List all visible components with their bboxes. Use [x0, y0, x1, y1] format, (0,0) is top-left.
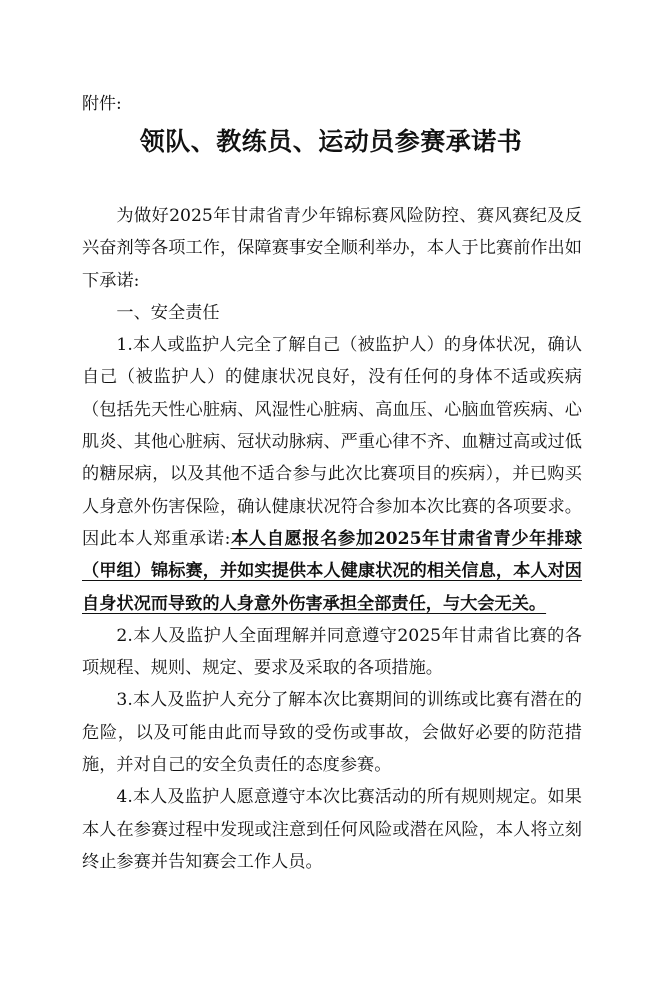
item-1-text: 1.本人或监护人完全了解自己（被监护人）的身体状况，确认自己（被监护人）的健康状况良好，没有任何的身体不适或疾病（包括先天性心脏病、风湿性心脏病、高血压、心脑血管疾病、心肌炎、其他心脏病、冠状动脉病、严重心律不齐、血糖过高或过低的糖尿病，以及其他不适合参与此次比赛项目的疾病），并已购买人身意外伤害保险，确认健康状况符合参加本次比赛的各项要求。因此本人郑重承诺:: [82, 335, 582, 549]
item-3-paragraph: 3.本人及监护人充分了解本次比赛期间的训练或比赛有潜在的危险，以及可能由此而导致的受伤或事故，会做好必要的防范措施，并对自己的安全负责任的态度参赛。: [82, 690, 582, 776]
item-4-paragraph: 4.本人及监护人愿意遵守本次比赛活动的所有规则规定。如果本人在参赛过程中发现或注意到任何风险或潜在风险，本人将立刻终止参赛并告知赛会工作人员。: [82, 787, 582, 872]
item-1-emphasis: 本人自愿报名参加2025年甘肃省青少年排球（甲组）锦标赛，并如实提供本人健康状况的相关信息，本人对因自身状况而导致的人身意外伤害承担全部责任，与大会无关。: [82, 528, 582, 614]
document-body: [82, 200, 582, 878]
item-1-paragraph: [82, 329, 582, 620]
item-2-paragraph: 2.本人及监护人全面理解并同意遵守2025年甘肃省比赛的各项规程、规则、规定、要求及采取的各项措施。: [82, 625, 582, 679]
section-heading-safety: 一、安全责任: [116, 302, 220, 323]
intro-paragraph: 为做好2025年甘肃省青少年锦标赛风险防控、赛风赛纪及反兴奋剂等各项工作，保障赛事安全顺利举办，本人于比赛前作出如下承诺:: [82, 206, 582, 291]
attachment-label: 附件:: [82, 94, 122, 114]
document-title: 领队、教练员、运动员参赛承诺书: [139, 127, 523, 156]
